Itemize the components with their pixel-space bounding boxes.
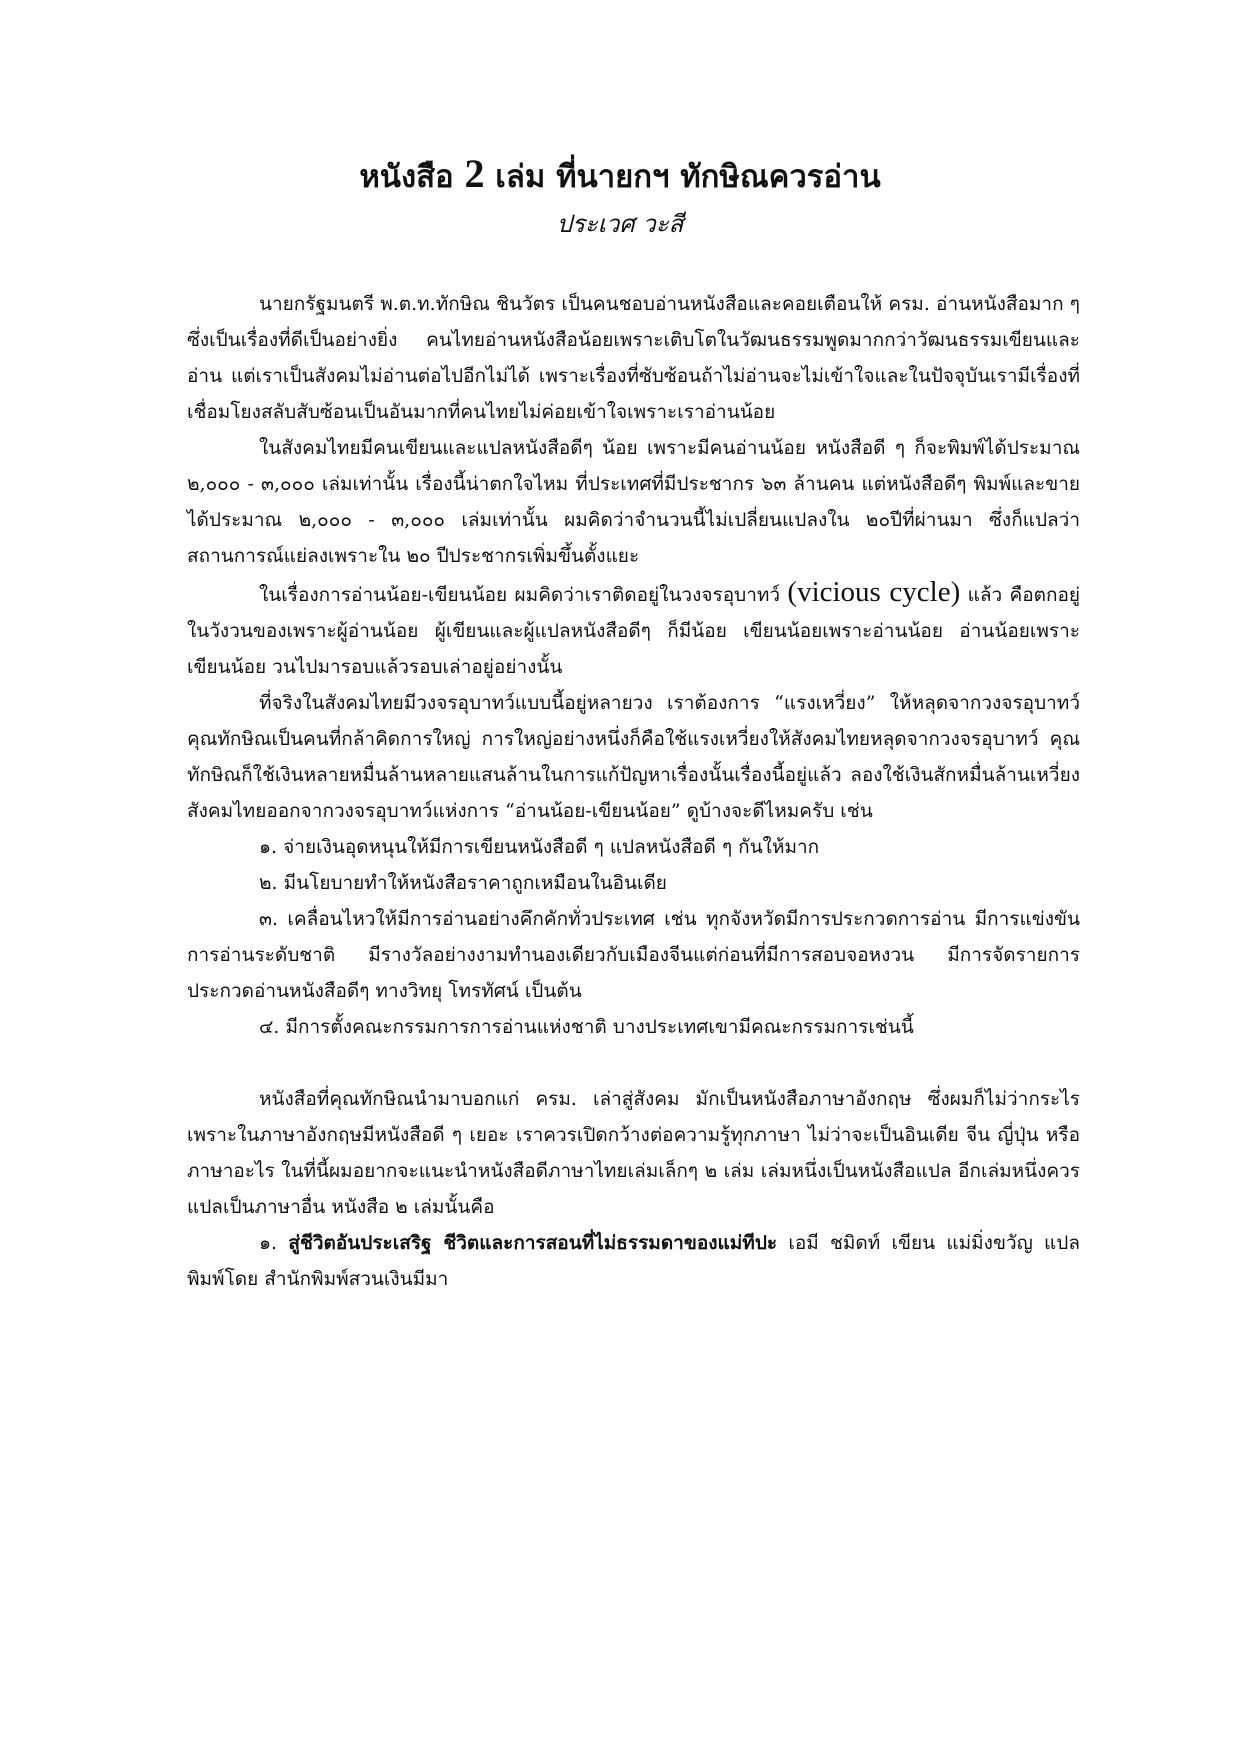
article-body bbox=[187, 286, 1080, 1297]
document-title bbox=[0, 148, 1240, 203]
list-item-2: ๒. มีนโยบายทำให้หนังสือราคาถูกเหมือนในอินเดีย bbox=[259, 872, 667, 894]
paragraph-publishing: ในสังคมไทยมีคนเขียนและแปลหนังสือดีๆ น้อย เพราะมีคนอ่านน้อย หนังสือดี ๆ ก็จะพิมพ์ได้ประมาณ ๒,๐๐๐ - ๓,๐๐๐ เล่มเท่านั้น เรื่องนี้น่าตกใจไหม ที่ประเทศที่มีประชากร ๖๓ ล้านคน แต่หนังสือดีๆ พิมพ์และขายได้ประมาณ ๒,๐๐๐ - ๓,๐๐๐ เล่มเท่านั้น ผมคิดว่าจำนวนนี้ไม่เปลี่ยนแปลงใน ๒๐ปีที่ผ่านมา ซึ่งก็แปลว่าสถานการณ์แย่ลงเพราะใน ๒๐ ปีประชากรเพิ่มขึ้นตั้งแยะ bbox=[187, 437, 1080, 567]
vicious-cycle-text-after: แล้ว คือตกอยู่ในวังวนของเพราะผู้อ่านน้อย ผู้เขียนและผู้แปลหนังสือดีๆ ก็มีน้อย เขียนน้อยเพราะอ่านน้อย อ่านน้อยเพราะเขียนน้อย วนไปมารอบแล้วรอบเล่าอยู่อย่างนั้น bbox=[187, 584, 1080, 678]
title-suffix: เล่ม ที่นายกฯ ทักษิณควรอ่าน bbox=[484, 159, 881, 195]
list-item-1: ๑. จ่ายเงินอุดหนุนให้มีการเขียนหนังสือดี ๆ แปลหนังสือดี ๆ กันให้มาก bbox=[259, 836, 820, 858]
paragraph-books-intro: หนังสือที่คุณทักษิณนำมาบอกแก่ ครม. เล่าสู่สังคม มักเป็นหนังสือภาษาอังกฤษ ซึ่งผมก็ไม่ว่ากระไร เพราะในภาษาอังกฤษมีหนังสือดี ๆ เยอะ เราควรเปิดกว้างต่อความรู้ทุกภาษา ไม่ว่าจะเป็นอินเดีย จีน ญี่ปุ่น หรือภาษาอะไร ในที่นี้ผมอยากจะแนะนำหนังสือดีภาษาไทยเล่มเล็กๆ ๒ เล่ม เล่มหนึ่งเป็นหนังสือแปล อีกเล่มหนึ่งควรแปลเป็นภาษาอื่น หนังสือ ๒ เล่มนั้นคือ bbox=[187, 1088, 1080, 1218]
paragraph-momentum: ที่จริงในสังคมไทยมีวงจรอุบาทว์แบบนี้อยู่หลายวง เราต้องการ “แรงเหวี่ยง” ให้หลุดจากวงจรอุบาทว์ คุณทักษิณเป็นคนที่กล้าคิดการใหญ่ การใหญ่อย่างหนึ่งก็คือใช้แรงเหวี่ยงให้สังคมไทยหลุดจากวงจรอุบาทว์ คุณทักษิณก็ใช้เงินหลายหมื่นล้านหลายแสนล้านในการแก้ปัญหาเรื่องนั้นเรื่องนี้อยู่แล้ว ลองใช้เงินสักหมื่นล้านเหวี่ยงสังคมไทยออกจากวงจรอุบาทว์แห่งการ “อ่านน้อย-เขียนน้อย” ดูบ้างจะดีไหมครับ เช่น bbox=[187, 692, 1080, 822]
vicious-cycle-term: (vicious cycle) bbox=[787, 576, 961, 608]
vicious-cycle-text-before: ในเรื่องการอ่านน้อย-เขียนน้อย ผมคิดว่าเราติดอยู่ในวงจรอุบาทว์ bbox=[259, 584, 788, 606]
book-item-1 bbox=[187, 1225, 1080, 1297]
book-details: เอมี ชมิดท์ เขียน แม่มิ่งขวัญ แปล พิมพ์โดย สำนักพิมพ์สวนเงินมีมา bbox=[187, 1232, 1081, 1290]
paragraph-vicious-cycle bbox=[187, 574, 1080, 685]
list-item-3: ๓. เคลื่อนไหวให้มีการอ่านอย่างคึกคักทั่วประเทศ เช่น ทุกจังหวัดมีการประกวดการอ่าน มีการแข่งขันการอ่านระดับชาติ มีรางวัลอย่างงามทำนองเดียวกับเมืองจีนแต่ก่อนที่มีการสอบจอหงวน มีการจัดรายการประกวดอ่านหนังสือดีๆ ทางวิทยุ โทรทัศน์ เป็นต้น bbox=[187, 908, 1080, 1002]
author-name: ประเวศ วะสี bbox=[556, 210, 684, 238]
paragraph-intro: นายกรัฐมนตรี พ.ต.ท.ทักษิณ ชินวัตร เป็นคนชอบอ่านหนังสือและคอยเตือนให้ ครม. อ่านหนังสือมาก ๆ ซึ่งเป็นเรื่องที่ดีเป็นอย่างยิ่ง คนไทยอ่านหนังสือน้อยเพราะเติบโตในวัฒนธรรมพูดมากกว่าวัฒนธรรมเขียนและอ่าน แต่เราเป็นสังคมไม่อ่านต่อไปอีกไม่ได้ เพราะเรื่องที่ซับซ้อนถ้าไม่อ่านจะไม่เข้าใจและในปัจจุบันเรามีเรื่องที่เชื่อมโยงสลับสับซ้อนเป็นอันมากที่คนไทยไม่ค่อยเข้าใจเพราะเราอ่านน้อย bbox=[187, 293, 1080, 423]
title-number: 2 bbox=[464, 151, 485, 196]
book-title: สู่ชีวิตอันประเสริฐ ชีวิตและการสอนที่ไม่ธรรมดาของแม่ทีปะ bbox=[288, 1232, 778, 1254]
book-item-number: ๑. bbox=[259, 1232, 289, 1254]
title-prefix: หนังสือ bbox=[359, 159, 465, 195]
list-item-4: ๔. มีการตั้งคณะกรรมการการอ่านแห่งชาติ บางประเทศเขามีคณะกรรมการเช่นนี้ bbox=[259, 1016, 914, 1038]
